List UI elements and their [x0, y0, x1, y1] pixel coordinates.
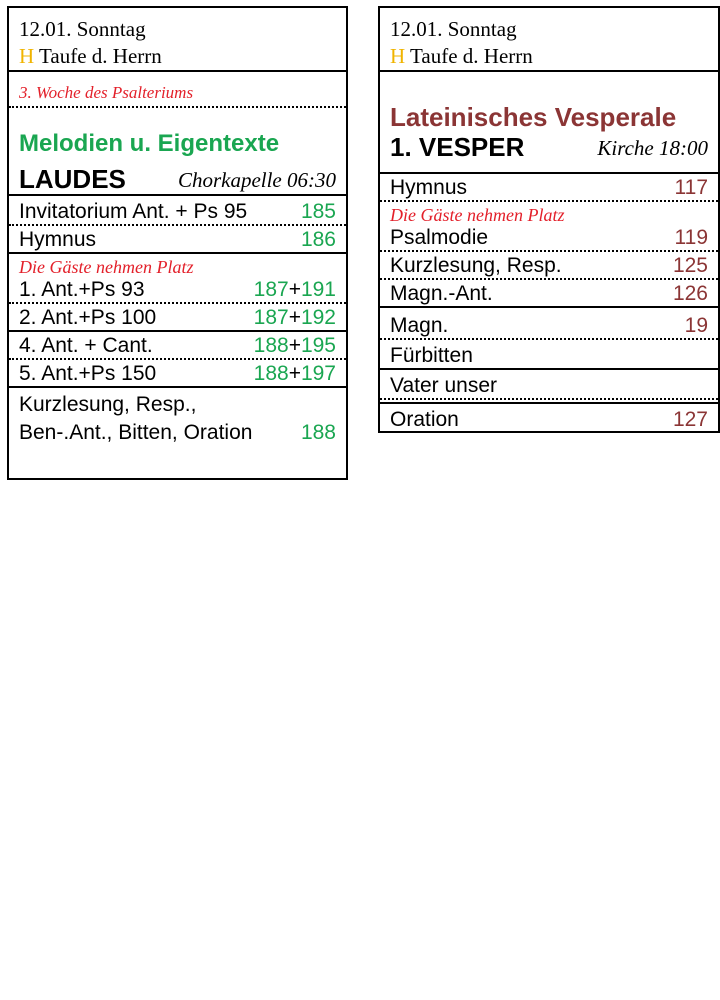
page-number: 185 [300, 200, 336, 223]
list-item [380, 340, 718, 370]
item-label: Kurzlesung, Resp., [19, 393, 197, 416]
item-label: Kurzlesung, Resp. [390, 254, 562, 277]
closing-item [9, 388, 346, 447]
page-numbers [254, 334, 336, 358]
date-line: 12.01. Sonntag [390, 17, 517, 41]
item-label: 1. Ant.+Ps 93 [19, 278, 145, 301]
guests-note: Die Gäste nehmen Platz [19, 257, 194, 277]
item-label: Vater unser [390, 374, 497, 397]
section-title: LAUDES [19, 164, 126, 194]
page-number: 192 [300, 306, 336, 329]
rank-letter: H [390, 44, 406, 68]
page-number: 188 [253, 362, 289, 385]
list-item [380, 226, 718, 252]
page-number: 125 [672, 254, 708, 277]
rank-letter: H [19, 44, 35, 68]
date-line: 12.01. Sonntag [19, 17, 146, 41]
section-title: 1. VESPER [390, 132, 525, 162]
page-numbers [254, 362, 336, 386]
item-label: Psalmodie [390, 226, 489, 249]
vesper-header [380, 72, 718, 174]
page-numbers [254, 306, 336, 330]
list-item [9, 332, 346, 360]
list-item [9, 278, 346, 304]
item-label: 2. Ant.+Ps 100 [19, 306, 157, 329]
page-number: 117 [674, 176, 708, 199]
date-box [380, 8, 718, 72]
page-number: 188 [253, 334, 289, 357]
plus-sign: + [288, 278, 301, 301]
page-number: 188 [300, 421, 336, 444]
vesper-title-line [390, 132, 708, 162]
laudes-header [9, 154, 346, 196]
psalter-week: 3. Woche des Psalteriums [9, 72, 346, 108]
date-box [9, 8, 346, 72]
plus-sign: + [288, 334, 301, 357]
page-number: 119 [674, 226, 708, 249]
list-item [380, 280, 718, 308]
item-label: 4. Ant. + Cant. [19, 334, 153, 357]
vesperale-heading: Lateinisches Vesperale [390, 102, 677, 132]
list-item [380, 252, 718, 280]
vesper-panel [378, 6, 720, 433]
list-item [380, 402, 718, 432]
item-label: Hymnus [390, 176, 468, 199]
feast-name: Taufe d. Herrn [39, 44, 162, 68]
page-number: 187 [253, 306, 289, 329]
section-place-time: Kirche 18:00 [597, 136, 708, 160]
page-number: 19 [684, 314, 708, 337]
page-number: 186 [300, 228, 336, 251]
page-numbers [254, 278, 336, 302]
plus-sign: + [288, 306, 301, 329]
item-label: 5. Ant.+Ps 150 [19, 362, 157, 385]
feast-line [390, 43, 708, 70]
page-number: 197 [300, 362, 336, 385]
page-number: 127 [672, 408, 708, 431]
page-number: 191 [300, 278, 336, 301]
list-item [9, 360, 346, 388]
list-item [380, 174, 718, 202]
plus-sign: + [288, 362, 301, 385]
list-item [380, 308, 718, 340]
melodies-heading: Melodien u. Eigentexte [19, 130, 280, 157]
item-label: Ben-.Ant., Bitten, Oration [19, 421, 253, 444]
laudes-panel [7, 6, 348, 480]
item-label: Magn.-Ant. [390, 282, 493, 305]
item-label: Oration [390, 408, 459, 431]
item-label: Hymnus [19, 228, 97, 251]
feast-line [19, 43, 336, 70]
section-place-time: Chorkapelle 06:30 [177, 168, 336, 192]
list-item [380, 370, 718, 400]
guests-note: Die Gäste nehmen Platz [390, 205, 565, 225]
list-item [9, 226, 346, 254]
item-label: Invitatorium Ant. + Ps 95 [19, 200, 248, 223]
item-label: Magn. [390, 314, 449, 337]
page-number: 187 [253, 278, 289, 301]
list-item [9, 304, 346, 332]
closing-line [19, 419, 336, 447]
page-number: 126 [672, 282, 708, 305]
feast-name: Taufe d. Herrn [410, 44, 533, 68]
page-number: 195 [300, 334, 336, 357]
list-item [9, 196, 346, 226]
item-label: Fürbitten [390, 344, 473, 367]
